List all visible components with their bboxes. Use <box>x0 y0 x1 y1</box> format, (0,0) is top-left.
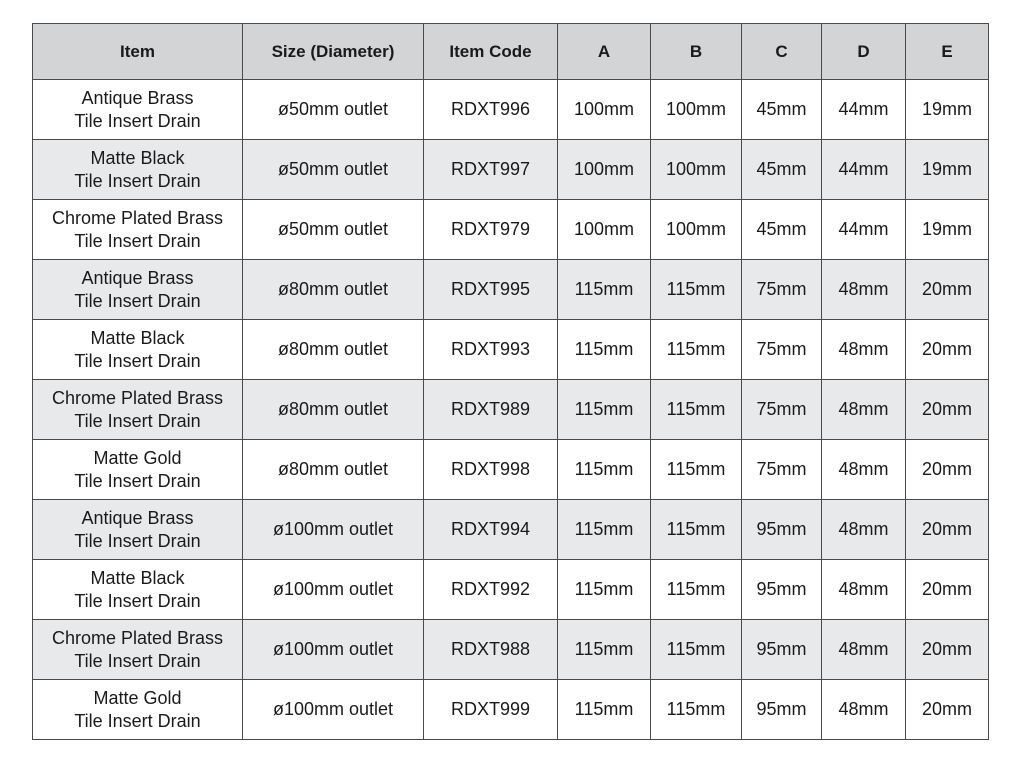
cell-item <box>33 500 243 560</box>
cell-b: 115mm <box>651 680 742 740</box>
cell-size: ø80mm outlet <box>243 380 424 440</box>
cell-item <box>33 80 243 140</box>
item-type: Tile Insert Drain <box>74 230 201 251</box>
item-type: Tile Insert Drain <box>74 110 201 131</box>
cell-a: 115mm <box>558 260 651 320</box>
cell-size: ø80mm outlet <box>243 260 424 320</box>
cell-b: 115mm <box>651 500 742 560</box>
cell-d: 48mm <box>822 620 906 680</box>
cell-a: 100mm <box>558 140 651 200</box>
cell-c: 95mm <box>742 560 822 620</box>
table-row <box>33 620 989 680</box>
cell-e: 19mm <box>906 140 989 200</box>
cell-b: 100mm <box>651 200 742 260</box>
cell-d: 48mm <box>822 500 906 560</box>
cell-item <box>33 140 243 200</box>
cell-e: 20mm <box>906 500 989 560</box>
header-e: E <box>906 24 989 80</box>
cell-d: 44mm <box>822 140 906 200</box>
header-c: C <box>742 24 822 80</box>
cell-size: ø50mm outlet <box>243 80 424 140</box>
item-type: Tile Insert Drain <box>74 710 201 731</box>
item-name: Chrome Plated Brass <box>51 627 224 648</box>
item-type: Tile Insert Drain <box>74 530 201 551</box>
cell-c: 45mm <box>742 200 822 260</box>
cell-item <box>33 560 243 620</box>
item-type: Tile Insert Drain <box>74 590 201 611</box>
cell-code: RDXT999 <box>424 680 558 740</box>
cell-item <box>33 200 243 260</box>
cell-d: 48mm <box>822 440 906 500</box>
cell-item <box>33 320 243 380</box>
cell-d: 48mm <box>822 380 906 440</box>
table-row <box>33 380 989 440</box>
cell-a: 115mm <box>558 440 651 500</box>
cell-a: 115mm <box>558 560 651 620</box>
cell-item <box>33 620 243 680</box>
item-name: Matte Black <box>90 567 185 588</box>
cell-e: 20mm <box>906 440 989 500</box>
table-row <box>33 80 989 140</box>
cell-d: 48mm <box>822 320 906 380</box>
cell-c: 75mm <box>742 440 822 500</box>
cell-b: 115mm <box>651 260 742 320</box>
cell-c: 45mm <box>742 80 822 140</box>
table-body <box>33 80 989 740</box>
table-row <box>33 140 989 200</box>
table-row <box>33 440 989 500</box>
item-type: Tile Insert Drain <box>74 650 201 671</box>
cell-c: 75mm <box>742 380 822 440</box>
cell-d: 44mm <box>822 200 906 260</box>
cell-a: 115mm <box>558 320 651 380</box>
cell-size: ø50mm outlet <box>243 200 424 260</box>
table-header-row <box>33 24 989 80</box>
table-row <box>33 560 989 620</box>
header-item: Item <box>33 24 243 80</box>
cell-code: RDXT988 <box>424 620 558 680</box>
cell-code: RDXT995 <box>424 260 558 320</box>
cell-item <box>33 380 243 440</box>
cell-size: ø50mm outlet <box>243 140 424 200</box>
header-size: Size (Diameter) <box>243 24 424 80</box>
cell-d: 48mm <box>822 260 906 320</box>
header-b: B <box>651 24 742 80</box>
cell-size: ø80mm outlet <box>243 320 424 380</box>
item-name: Antique Brass <box>81 267 194 288</box>
cell-b: 100mm <box>651 80 742 140</box>
cell-a: 100mm <box>558 80 651 140</box>
cell-code: RDXT996 <box>424 80 558 140</box>
cell-b: 115mm <box>651 320 742 380</box>
cell-size: ø100mm outlet <box>243 620 424 680</box>
cell-c: 95mm <box>742 620 822 680</box>
cell-item <box>33 260 243 320</box>
cell-item <box>33 440 243 500</box>
cell-c: 95mm <box>742 680 822 740</box>
table-row <box>33 680 989 740</box>
cell-d: 48mm <box>822 560 906 620</box>
cell-code: RDXT989 <box>424 380 558 440</box>
item-type: Tile Insert Drain <box>74 350 201 371</box>
cell-d: 44mm <box>822 80 906 140</box>
item-name: Matte Black <box>90 327 185 348</box>
item-name: Chrome Plated Brass <box>51 387 224 408</box>
cell-e: 20mm <box>906 560 989 620</box>
cell-code: RDXT997 <box>424 140 558 200</box>
item-type: Tile Insert Drain <box>74 170 201 191</box>
cell-c: 45mm <box>742 140 822 200</box>
item-name: Chrome Plated Brass <box>51 207 224 228</box>
item-name: Matte Gold <box>93 687 182 708</box>
cell-code: RDXT998 <box>424 440 558 500</box>
header-item-code: Item Code <box>424 24 558 80</box>
item-type: Tile Insert Drain <box>74 410 201 431</box>
cell-size: ø80mm outlet <box>243 440 424 500</box>
cell-b: 115mm <box>651 440 742 500</box>
cell-c: 75mm <box>742 260 822 320</box>
cell-d: 48mm <box>822 680 906 740</box>
cell-a: 115mm <box>558 380 651 440</box>
cell-e: 20mm <box>906 260 989 320</box>
cell-b: 115mm <box>651 620 742 680</box>
cell-code: RDXT992 <box>424 560 558 620</box>
header-a: A <box>558 24 651 80</box>
item-name: Antique Brass <box>81 507 194 528</box>
cell-c: 75mm <box>742 320 822 380</box>
header-d: D <box>822 24 906 80</box>
cell-e: 19mm <box>906 200 989 260</box>
item-name: Matte Black <box>90 147 185 168</box>
cell-c: 95mm <box>742 500 822 560</box>
item-type: Tile Insert Drain <box>74 470 201 491</box>
cell-e: 20mm <box>906 320 989 380</box>
cell-code: RDXT994 <box>424 500 558 560</box>
cell-e: 20mm <box>906 380 989 440</box>
item-type: Tile Insert Drain <box>74 290 201 311</box>
cell-a: 115mm <box>558 500 651 560</box>
table-row <box>33 500 989 560</box>
cell-a: 115mm <box>558 620 651 680</box>
cell-item <box>33 680 243 740</box>
cell-b: 115mm <box>651 560 742 620</box>
item-name: Antique Brass <box>81 87 194 108</box>
cell-b: 115mm <box>651 380 742 440</box>
cell-a: 115mm <box>558 680 651 740</box>
table-row <box>33 320 989 380</box>
item-name: Matte Gold <box>93 447 182 468</box>
cell-code: RDXT979 <box>424 200 558 260</box>
cell-size: ø100mm outlet <box>243 560 424 620</box>
cell-size: ø100mm outlet <box>243 680 424 740</box>
cell-b: 100mm <box>651 140 742 200</box>
cell-a: 100mm <box>558 200 651 260</box>
cell-size: ø100mm outlet <box>243 500 424 560</box>
cell-e: 20mm <box>906 680 989 740</box>
table-row <box>33 260 989 320</box>
cell-e: 19mm <box>906 80 989 140</box>
table-row <box>33 200 989 260</box>
drain-spec-table <box>32 23 989 740</box>
cell-code: RDXT993 <box>424 320 558 380</box>
cell-e: 20mm <box>906 620 989 680</box>
